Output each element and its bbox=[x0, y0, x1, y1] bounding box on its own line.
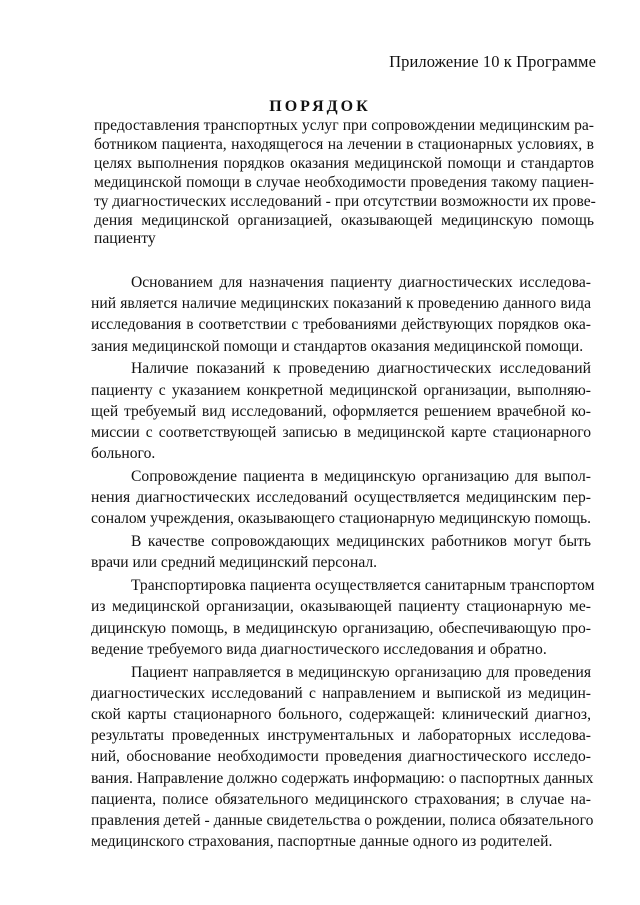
paragraph-line: ний, обоснование необходимости проведения диагностического исследо- bbox=[91, 748, 591, 766]
paragraph-line: из медицинской организации, оказывающей пациенту стационарную ме- bbox=[91, 598, 591, 616]
paragraph-indications bbox=[91, 358, 591, 464]
paragraph-line: Основанием для назначения пациенту диагностических исследова- bbox=[131, 274, 591, 291]
paragraph-line: Наличие показаний к проведению диагностических исследований bbox=[131, 360, 591, 378]
paragraph-escort-staff bbox=[91, 531, 591, 573]
paragraph-line: дицинскую помощь, в медицинскую организацию, обеспечивающую про- bbox=[91, 619, 591, 637]
document-subtitle bbox=[94, 117, 594, 249]
subtitle-line: целях выполнения порядков оказания медицинской помощи и стандартов bbox=[94, 154, 594, 172]
paragraph-line: пациента, полисе обязательного медицинского страхования; в случае на- bbox=[91, 790, 591, 808]
paragraph-line: врачи или средний медицинский персонал. bbox=[91, 554, 378, 572]
document-title: ПОРЯДОК bbox=[269, 98, 371, 115]
paragraph-line: диагностических исследований с направлением и выпиской из медицин- bbox=[91, 684, 591, 702]
subtitle-line: предоставления транспортных услуг при сопровождении медицинским ра- bbox=[94, 117, 594, 134]
paragraph-line: правления детей - данные свидетельства о рождении, полиса обязательного bbox=[91, 812, 594, 830]
paragraph-line: Транспортировка пациента осуществляется санитарным транспортом bbox=[131, 577, 595, 595]
paragraph-line: больного. bbox=[91, 445, 156, 463]
paragraph-line: исследования в соответствии с требованиями действующих порядков ока- bbox=[91, 316, 591, 334]
paragraph-line: медицинского страхования, паспортные данные одного из родителей. bbox=[91, 833, 553, 851]
paragraph-escort bbox=[91, 466, 591, 530]
subtitle-line: ботником пациента, находящегося на лечении в стационарных условиях, в bbox=[94, 135, 594, 153]
paragraph-line: щей требуемый вид исследований, оформляется решением врачебной ко- bbox=[91, 402, 591, 420]
paragraph-basis bbox=[91, 272, 591, 357]
paragraph-line: зания медицинской помощи и стандартов оказания медицинской помощи. bbox=[91, 337, 584, 355]
paragraph-line: ведение требуемого вида диагностического исследования и обратно. bbox=[91, 640, 547, 658]
document-body bbox=[91, 272, 595, 854]
subtitle-line: пациенту bbox=[94, 230, 156, 248]
subtitle-line: медицинской помощи в случае необходимости проведения такому пациен- bbox=[94, 173, 594, 191]
paragraph-line: Сопровождение пациента в медицинскую организацию для выпол- bbox=[131, 468, 591, 486]
appendix-label: Приложение 10 к Программе bbox=[389, 52, 596, 71]
paragraph-line: соналом учреждения, оказывающего стационарную медицинскую помощь. bbox=[91, 510, 592, 528]
paragraph-line: нения диагностических исследований осуществляется медицинским пер- bbox=[91, 489, 591, 507]
paragraph-line: миссии с соответствующей записью в медицинской карте стационарного bbox=[91, 424, 591, 442]
paragraph-line: вания. Направление должно содержать информацию: о паспортных данных bbox=[91, 769, 594, 787]
paragraph-line: пациенту с указанием конкретной медицинской организации, выполняю- bbox=[91, 381, 591, 399]
paragraph-line: результаты проведенных инструментальных и лабораторных исследова- bbox=[91, 727, 591, 745]
subtitle-line: ту диагностических исследований - при отсутствии возможности их прове- bbox=[94, 192, 596, 210]
subtitle-line: дения медицинской организацией, оказывающей медицинскую помощь bbox=[94, 211, 594, 229]
paragraph-transport bbox=[91, 575, 595, 660]
paragraph-referral bbox=[91, 662, 594, 853]
paragraph-line: ний является наличие медицинских показаний к проведению данного вида bbox=[91, 295, 591, 313]
paragraph-line: В качестве сопровождающих медицинских работников могут быть bbox=[131, 533, 591, 551]
paragraph-line: Пациент направляется в медицинскую организацию для проведения bbox=[131, 663, 591, 681]
paragraph-line: ской карты стационарного больного, содержащей: клинический диагноз, bbox=[91, 706, 591, 724]
